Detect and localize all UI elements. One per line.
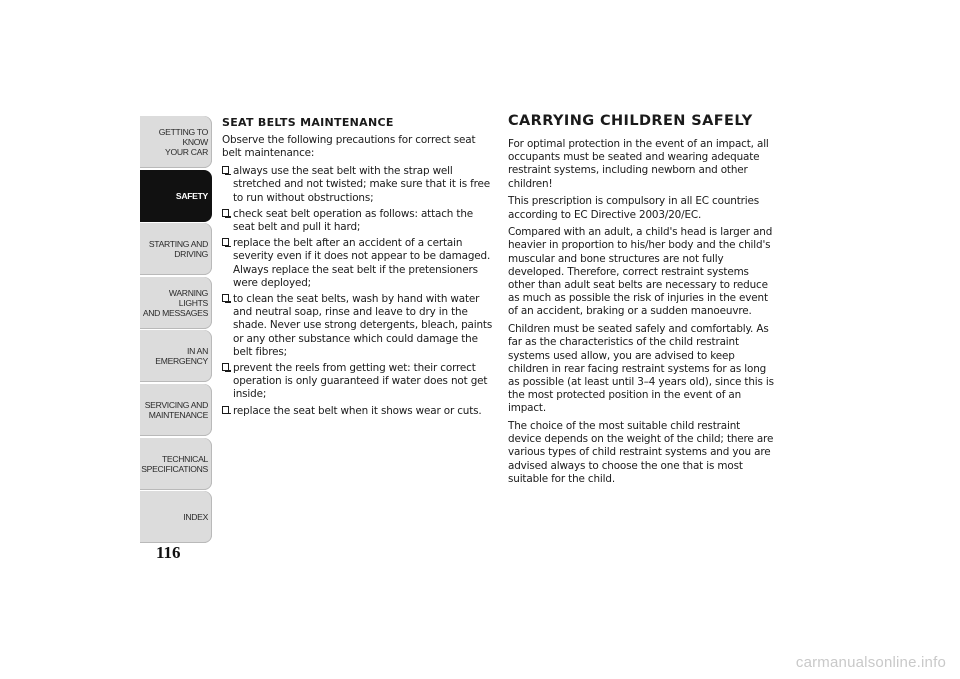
carrying-children-body	[508, 138, 776, 486]
maintenance-list	[222, 165, 494, 418]
page-number: 116	[156, 543, 181, 562]
tab-getting-to-know-your-car[interactable]: GETTING TO KNOW YOUR CAR	[140, 116, 212, 168]
list-item	[222, 362, 494, 402]
list-item-text: prevent the reels from getting wet: their correct operation is only guaranteed if water does not get inside;	[233, 361, 488, 401]
tab-technical-specifications[interactable]: TECHNICAL SPECIFICATIONS	[140, 438, 212, 490]
section-tabs	[140, 116, 212, 545]
tab-in-an-emergency[interactable]: IN AN EMERGENCY	[140, 330, 212, 382]
list-item	[222, 293, 494, 359]
paragraph: Children must be seated safely and comfortably. As far as the characteristics of the child restraint systems used allow, you are advised to keep children in rear facing restraint systems for as long as possible (at least until 3–4 years old), since this is the most protected position in the event of an impact.	[508, 323, 774, 415]
checkbox-bullet-icon	[222, 166, 229, 174]
paragraph: For optimal protection in the event of an impact, all occupants must be seated and wearing adequate restraint systems, including newborn and other children!	[508, 138, 769, 190]
list-item-text: replace the seat belt when it shows wear or cuts.	[233, 404, 482, 417]
paragraph: The choice of the most suitable child restraint device depends on the weight of the child; there are various types of child restraint systems and you are advised always to choose the one that is most suitable for the child.	[508, 420, 774, 485]
tab-index[interactable]: INDEX	[140, 491, 212, 543]
seat-belts-maintenance-heading: SEAT BELTS MAINTENANCE	[222, 116, 394, 129]
carrying-children-heading: CARRYING CHILDREN SAFELY	[508, 113, 753, 129]
list-item	[222, 165, 494, 205]
checkbox-bullet-icon	[222, 294, 229, 302]
tab-safety[interactable]: SAFETY	[140, 170, 212, 222]
list-item-text: to clean the seat belts, wash by hand with water and neutral soap, rinse and leave to dry in the shade. Never use strong detergents, bleach, paints or any other substance which could damage the belt fibres;	[233, 292, 493, 358]
list-item-text: always use the seat belt with the strap well stretched and not twisted; make sure that it is free to run without obstructions;	[233, 165, 491, 204]
checkbox-bullet-icon	[222, 238, 229, 246]
checkbox-bullet-icon	[222, 363, 229, 371]
seat-belts-intro: Observe the following precautions for correct seat belt maintenance:	[222, 134, 476, 160]
paragraph: Compared with an adult, a child's head is larger and heavier in proportion to his/her body and the child's muscular and bone structures are not fully developed. Therefore, correct restraint systems other than adult seat belts are necessary to reduce as much as possible the risk of injuries in the event of an accident, braking or a sudden manoeuvre.	[508, 226, 773, 318]
list-item-text: replace the belt after an accident of a certain severity even if it does not appear to be damaged. Always replace the seat belt if the pretensioners were deployed;	[233, 237, 491, 289]
checkbox-bullet-icon	[222, 406, 229, 414]
list-item	[222, 237, 494, 290]
paragraph: This prescription is compulsory in all EC countries according to EC Directive 2003/20/EC.	[508, 195, 759, 221]
tab-starting-and-driving[interactable]: STARTING AND DRIVING	[140, 223, 212, 275]
list-item	[222, 405, 494, 418]
list-item-text: check seat belt operation as follows: attach the seat belt and pull it hard;	[233, 207, 473, 233]
tab-servicing-and-maintenance[interactable]: SERVICING AND MAINTENANCE	[140, 384, 212, 436]
tab-warning-lights-and-messages[interactable]: WARNING LIGHTS AND MESSAGES	[140, 277, 212, 329]
carrying-children-column	[508, 112, 776, 491]
list-item	[222, 208, 494, 234]
site-watermark: carmanualsonline.info	[795, 654, 946, 671]
checkbox-bullet-icon	[222, 209, 229, 217]
seat-belts-maintenance-column	[222, 112, 494, 421]
